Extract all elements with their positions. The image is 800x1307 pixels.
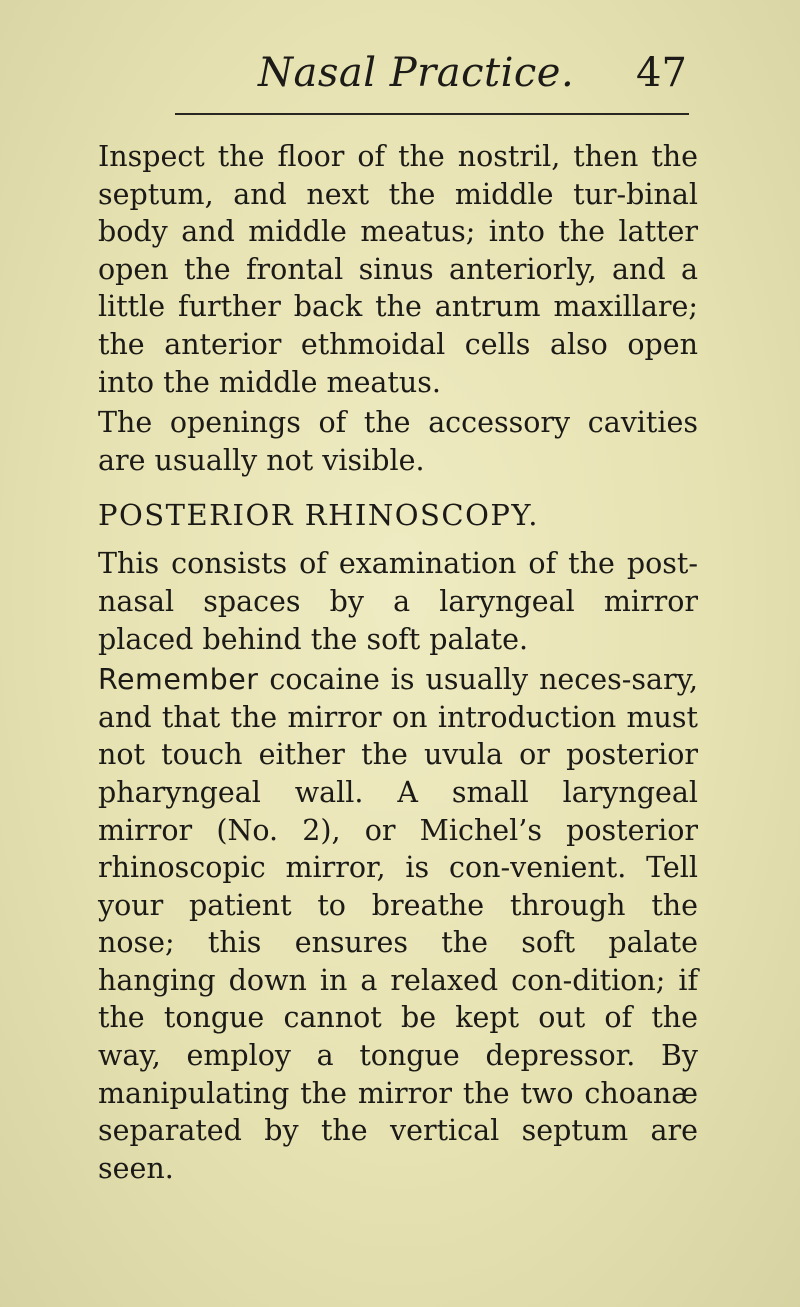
page-body <box>98 138 698 1187</box>
running-head: Nasal Practice. <box>258 50 575 96</box>
remember-lead: Remember <box>98 663 259 697</box>
page-header <box>0 50 800 110</box>
paragraph-inspect: Inspect the floor of the nostril, then the septum, and next the middle tur-binal body and middle meatus; into the latter open the frontal sinus anteriorly, and a little further back the antrum maxillare; the anterior ethmoidal cells also open into the middle meatus. <box>98 140 698 399</box>
section-heading: POSTERIOR RHINOSCOPY. <box>98 498 539 533</box>
paragraph-remember <box>98 661 698 1187</box>
page-number: 47 <box>636 50 687 96</box>
header-rule <box>175 113 689 115</box>
paragraph-examination: This consists of examination of the post-nasal spaces by a laryngeal mirror placed behind the soft palate. <box>98 547 698 656</box>
remember-text: cocaine is usually neces-sary, and that the mirror on introduction must not touch either the uvula or posterior pharyngeal wall. A small laryngeal mirror (No. 2), or Michel’s posterior rhinoscopic mirror, is con-venient. Tell your patient to breathe through the nose; this ensures the soft palate hanging down in a relaxed con-dition; if the tongue cannot be kept out of the way, employ a tongue depressor. By manipulating the mirror the two choanæ separated by the vertical septum are seen. <box>98 663 698 1185</box>
paragraph-openings: The openings of the accessory cavities are usually not visible. <box>98 406 698 477</box>
